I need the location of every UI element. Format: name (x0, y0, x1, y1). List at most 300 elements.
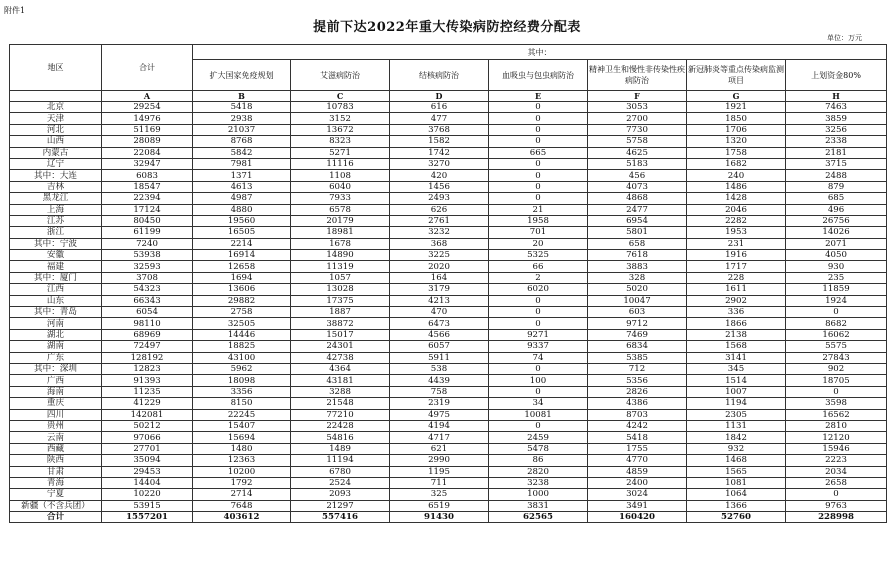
value-cell: 3491 (588, 500, 687, 511)
value-cell: 932 (687, 443, 786, 454)
region-cell: 福建 (10, 261, 102, 272)
value-cell: 0 (489, 113, 588, 124)
value-cell: 2714 (193, 489, 291, 500)
value-cell: 10081 (489, 409, 588, 420)
region-cell: 合计 (10, 512, 102, 523)
value-cell: 10047 (588, 295, 687, 306)
region-cell: 云南 (10, 432, 102, 443)
value-cell: 2319 (390, 398, 489, 409)
table-row (10, 477, 887, 488)
value-cell: 477 (390, 113, 489, 124)
value-cell: 62565 (489, 512, 588, 523)
value-cell: 4386 (588, 398, 687, 409)
value-cell: 3238 (489, 477, 588, 488)
column-letter: F (588, 91, 687, 102)
value-cell: 328 (588, 272, 687, 283)
value-cell: 72497 (102, 341, 193, 352)
region-cell: 西藏 (10, 443, 102, 454)
value-cell: 2820 (489, 466, 588, 477)
value-cell: 4439 (390, 375, 489, 386)
value-cell: 0 (489, 307, 588, 318)
value-cell: 5842 (193, 147, 291, 158)
value-cell: 3598 (786, 398, 887, 409)
value-cell: 32593 (102, 261, 193, 272)
region-cell: 天津 (10, 113, 102, 124)
value-cell: 1468 (687, 455, 786, 466)
table-row (10, 193, 887, 204)
value-cell: 1958 (489, 215, 588, 226)
value-cell: 2034 (786, 466, 887, 477)
value-cell: 22084 (102, 147, 193, 158)
value-cell: 53915 (102, 500, 193, 511)
value-cell: 1456 (390, 181, 489, 192)
value-cell: 5962 (193, 363, 291, 374)
value-cell: 336 (687, 307, 786, 318)
value-cell: 18547 (102, 181, 193, 192)
letter-blank (10, 91, 102, 102)
value-cell: 128192 (102, 352, 193, 363)
value-cell: 29882 (193, 295, 291, 306)
column-letter: E (489, 91, 588, 102)
value-cell: 3356 (193, 386, 291, 397)
value-cell: 164 (390, 272, 489, 283)
value-cell: 1850 (687, 113, 786, 124)
value-cell: 4242 (588, 420, 687, 431)
value-cell: 7618 (588, 250, 687, 261)
table-row (10, 466, 887, 477)
value-cell: 3256 (786, 124, 887, 135)
table-row (10, 227, 887, 238)
region-cell: 青海 (10, 477, 102, 488)
value-cell: 5418 (193, 102, 291, 113)
value-cell: 538 (390, 363, 489, 374)
value-cell: 0 (786, 489, 887, 500)
value-cell: 6834 (588, 341, 687, 352)
header-aids: 艾滋病防治 (291, 60, 390, 91)
value-cell: 34 (489, 398, 588, 409)
value-cell: 4770 (588, 455, 687, 466)
value-cell: 10220 (102, 489, 193, 500)
value-cell: 5020 (588, 284, 687, 295)
value-cell: 8682 (786, 318, 887, 329)
value-cell: 6578 (291, 204, 390, 215)
value-cell: 4364 (291, 363, 390, 374)
value-cell: 14976 (102, 113, 193, 124)
value-cell: 626 (390, 204, 489, 215)
value-cell: 0 (786, 307, 887, 318)
value-cell: 7981 (193, 158, 291, 169)
table-row (10, 158, 887, 169)
header-covid-monitoring: 新冠肺炎等重点传染病监测项目 (687, 60, 786, 91)
value-cell: 2488 (786, 170, 887, 181)
value-cell: 12658 (193, 261, 291, 272)
value-cell: 74 (489, 352, 588, 363)
value-cell: 240 (687, 170, 786, 181)
value-cell: 2020 (390, 261, 489, 272)
value-cell: 61199 (102, 227, 193, 238)
value-cell: 3024 (588, 489, 687, 500)
value-cell: 1489 (291, 443, 390, 454)
value-cell: 35094 (102, 455, 193, 466)
region-cell: 山东 (10, 295, 102, 306)
value-cell: 2761 (390, 215, 489, 226)
value-cell: 4073 (588, 181, 687, 192)
value-cell: 5911 (390, 352, 489, 363)
funding-table (9, 44, 887, 523)
value-cell: 325 (390, 489, 489, 500)
header-total: 合计 (102, 45, 193, 91)
table-row (10, 375, 887, 386)
value-cell: 1842 (687, 432, 786, 443)
header-immunization: 扩大国家免疫规划 (193, 60, 291, 91)
value-cell: 345 (687, 363, 786, 374)
value-cell: 5385 (588, 352, 687, 363)
value-cell: 18825 (193, 341, 291, 352)
value-cell: 19560 (193, 215, 291, 226)
value-cell: 21548 (291, 398, 390, 409)
value-cell: 0 (489, 158, 588, 169)
table-row (10, 489, 887, 500)
value-cell: 470 (390, 307, 489, 318)
header-schistosomiasis: 血吸虫与包虫病防治 (489, 60, 588, 91)
value-cell: 1792 (193, 477, 291, 488)
table-row (10, 261, 887, 272)
value-cell: 11235 (102, 386, 193, 397)
value-cell: 22428 (291, 420, 390, 431)
value-cell: 3225 (390, 250, 489, 261)
column-letter: B (193, 91, 291, 102)
value-cell: 5183 (588, 158, 687, 169)
value-cell: 5418 (588, 432, 687, 443)
value-cell: 1682 (687, 158, 786, 169)
value-cell: 456 (588, 170, 687, 181)
value-cell: 368 (390, 238, 489, 249)
region-cell: 北京 (10, 102, 102, 113)
table-row (10, 420, 887, 431)
value-cell: 3270 (390, 158, 489, 169)
value-cell: 231 (687, 238, 786, 249)
value-cell: 4859 (588, 466, 687, 477)
value-cell: 2477 (588, 204, 687, 215)
table-row (10, 295, 887, 306)
value-cell: 20179 (291, 215, 390, 226)
value-cell: 0 (489, 170, 588, 181)
value-cell: 20 (489, 238, 588, 249)
value-cell: 11194 (291, 455, 390, 466)
value-cell: 6020 (489, 284, 588, 295)
value-cell: 32947 (102, 158, 193, 169)
value-cell: 98110 (102, 318, 193, 329)
value-cell: 3141 (687, 352, 786, 363)
table-row (10, 307, 887, 318)
value-cell: 5478 (489, 443, 588, 454)
value-cell: 930 (786, 261, 887, 272)
value-cell: 1480 (193, 443, 291, 454)
value-cell: 3831 (489, 500, 588, 511)
value-cell: 3053 (588, 102, 687, 113)
value-cell: 8323 (291, 136, 390, 147)
region-cell: 其中：深圳 (10, 363, 102, 374)
value-cell: 4880 (193, 204, 291, 215)
value-cell: 3152 (291, 113, 390, 124)
value-cell: 7648 (193, 500, 291, 511)
value-cell: 3179 (390, 284, 489, 295)
value-cell: 91430 (390, 512, 489, 523)
value-cell: 6040 (291, 181, 390, 192)
value-cell: 0 (489, 363, 588, 374)
value-cell: 2 (489, 272, 588, 283)
value-cell: 16505 (193, 227, 291, 238)
value-cell: 9763 (786, 500, 887, 511)
value-cell: 1108 (291, 170, 390, 181)
region-cell: 甘肃 (10, 466, 102, 477)
column-letter: H (786, 91, 887, 102)
value-cell: 12120 (786, 432, 887, 443)
value-cell: 2282 (687, 215, 786, 226)
header-region: 地区 (10, 45, 102, 91)
value-cell: 14026 (786, 227, 887, 238)
value-cell: 0 (489, 136, 588, 147)
table-row (10, 124, 887, 135)
value-cell: 12823 (102, 363, 193, 374)
value-cell: 3859 (786, 113, 887, 124)
region-cell: 安徽 (10, 250, 102, 261)
value-cell: 10200 (193, 466, 291, 477)
value-cell: 2826 (588, 386, 687, 397)
value-cell: 879 (786, 181, 887, 192)
value-cell: 11859 (786, 284, 887, 295)
value-cell: 2810 (786, 420, 887, 431)
value-cell: 616 (390, 102, 489, 113)
table-row (10, 341, 887, 352)
value-cell: 6519 (390, 500, 489, 511)
value-cell: 1758 (687, 147, 786, 158)
region-cell: 宁夏 (10, 489, 102, 500)
value-cell: 97066 (102, 432, 193, 443)
value-cell: 2181 (786, 147, 887, 158)
value-cell: 4566 (390, 329, 489, 340)
value-cell: 16914 (193, 250, 291, 261)
value-cell: 1678 (291, 238, 390, 249)
value-cell: 2305 (687, 409, 786, 420)
value-cell: 0 (489, 318, 588, 329)
value-cell: 2493 (390, 193, 489, 204)
value-cell: 1568 (687, 341, 786, 352)
value-cell: 3715 (786, 158, 887, 169)
table-row (10, 443, 887, 454)
annex-label: 附件1 (4, 6, 26, 15)
region-cell: 重庆 (10, 398, 102, 409)
value-cell: 1131 (687, 420, 786, 431)
value-cell: 11116 (291, 158, 390, 169)
value-cell: 235 (786, 272, 887, 283)
header-upward-funds: 上划资金80% (786, 60, 887, 91)
value-cell: 32505 (193, 318, 291, 329)
value-cell: 5325 (489, 250, 588, 261)
table-row (10, 250, 887, 261)
column-letter: A (102, 91, 193, 102)
table-row (10, 432, 887, 443)
value-cell: 1320 (687, 136, 786, 147)
value-cell: 100 (489, 375, 588, 386)
value-cell: 9712 (588, 318, 687, 329)
value-cell: 80450 (102, 215, 193, 226)
value-cell: 2902 (687, 295, 786, 306)
value-cell: 0 (489, 124, 588, 135)
region-cell: 四川 (10, 409, 102, 420)
region-cell: 江苏 (10, 215, 102, 226)
value-cell: 496 (786, 204, 887, 215)
value-cell: 2214 (193, 238, 291, 249)
value-cell: 6054 (102, 307, 193, 318)
header-tuberculosis: 结核病防治 (390, 60, 489, 91)
value-cell: 1717 (687, 261, 786, 272)
value-cell: 7730 (588, 124, 687, 135)
region-cell: 其中：宁波 (10, 238, 102, 249)
table-row (10, 352, 887, 363)
region-cell: 新疆（不含兵团） (10, 500, 102, 511)
value-cell: 228 (687, 272, 786, 283)
value-cell: 9271 (489, 329, 588, 340)
value-cell: 50212 (102, 420, 193, 431)
region-cell: 广西 (10, 375, 102, 386)
value-cell: 902 (786, 363, 887, 374)
value-cell: 8703 (588, 409, 687, 420)
value-cell: 1081 (687, 477, 786, 488)
value-cell: 77210 (291, 409, 390, 420)
value-cell: 5575 (786, 341, 887, 352)
value-cell: 2093 (291, 489, 390, 500)
page-title: 提前下达2022年重大传染病防控经费分配表 (313, 20, 581, 35)
region-cell: 河北 (10, 124, 102, 135)
region-cell: 浙江 (10, 227, 102, 238)
value-cell: 21037 (193, 124, 291, 135)
region-cell: 内蒙古 (10, 147, 102, 158)
value-cell: 2138 (687, 329, 786, 340)
value-cell: 22394 (102, 193, 193, 204)
value-cell: 8150 (193, 398, 291, 409)
region-cell: 贵州 (10, 420, 102, 431)
value-cell: 0 (489, 102, 588, 113)
region-cell: 吉林 (10, 181, 102, 192)
value-cell: 27701 (102, 443, 193, 454)
value-cell: 17375 (291, 295, 390, 306)
value-cell: 2459 (489, 432, 588, 443)
table-row (10, 455, 887, 466)
value-cell: 557416 (291, 512, 390, 523)
value-cell: 4194 (390, 420, 489, 431)
total-row (10, 512, 887, 523)
value-cell: 403612 (193, 512, 291, 523)
value-cell: 13028 (291, 284, 390, 295)
value-cell: 1742 (390, 147, 489, 158)
table-row (10, 318, 887, 329)
value-cell: 685 (786, 193, 887, 204)
value-cell: 16562 (786, 409, 887, 420)
value-cell: 7933 (291, 193, 390, 204)
value-cell: 1194 (687, 398, 786, 409)
value-cell: 1195 (390, 466, 489, 477)
value-cell: 7463 (786, 102, 887, 113)
value-cell: 0 (489, 193, 588, 204)
value-cell: 1706 (687, 124, 786, 135)
value-cell: 0 (489, 420, 588, 431)
region-cell: 陕西 (10, 455, 102, 466)
value-cell: 1924 (786, 295, 887, 306)
value-cell: 53938 (102, 250, 193, 261)
value-cell: 1953 (687, 227, 786, 238)
value-cell: 1887 (291, 307, 390, 318)
value-cell: 420 (390, 170, 489, 181)
value-cell: 1000 (489, 489, 588, 500)
table-row (10, 398, 887, 409)
value-cell: 15017 (291, 329, 390, 340)
value-cell: 4050 (786, 250, 887, 261)
value-cell: 43181 (291, 375, 390, 386)
table-body (10, 102, 887, 523)
value-cell: 1582 (390, 136, 489, 147)
value-cell: 66 (489, 261, 588, 272)
value-cell: 6473 (390, 318, 489, 329)
value-cell: 52760 (687, 512, 786, 523)
value-cell: 1921 (687, 102, 786, 113)
value-cell: 29254 (102, 102, 193, 113)
table-row (10, 215, 887, 226)
value-cell: 1064 (687, 489, 786, 500)
value-cell: 26756 (786, 215, 887, 226)
value-cell: 22245 (193, 409, 291, 420)
value-cell: 4717 (390, 432, 489, 443)
value-cell: 1366 (687, 500, 786, 511)
table-row (10, 386, 887, 397)
value-cell: 228998 (786, 512, 887, 523)
value-cell: 2338 (786, 136, 887, 147)
value-cell: 1565 (687, 466, 786, 477)
value-cell: 2524 (291, 477, 390, 488)
value-cell: 711 (390, 477, 489, 488)
value-cell: 1557201 (102, 512, 193, 523)
region-cell: 湖北 (10, 329, 102, 340)
value-cell: 1057 (291, 272, 390, 283)
value-cell: 66343 (102, 295, 193, 306)
value-cell: 16062 (786, 329, 887, 340)
value-cell: 15407 (193, 420, 291, 431)
value-cell: 14446 (193, 329, 291, 340)
region-cell: 辽宁 (10, 158, 102, 169)
value-cell: 0 (489, 181, 588, 192)
value-cell: 1428 (687, 193, 786, 204)
value-cell: 1007 (687, 386, 786, 397)
table-row (10, 272, 887, 283)
region-cell: 广东 (10, 352, 102, 363)
value-cell: 665 (489, 147, 588, 158)
value-cell: 5271 (291, 147, 390, 158)
region-cell: 海南 (10, 386, 102, 397)
value-cell: 7469 (588, 329, 687, 340)
value-cell: 3232 (390, 227, 489, 238)
value-cell: 5801 (588, 227, 687, 238)
value-cell: 10783 (291, 102, 390, 113)
table-row (10, 170, 887, 181)
value-cell: 38872 (291, 318, 390, 329)
value-cell: 4987 (193, 193, 291, 204)
value-cell: 2990 (390, 455, 489, 466)
value-cell: 2071 (786, 238, 887, 249)
value-cell: 1916 (687, 250, 786, 261)
table-row (10, 204, 887, 215)
value-cell: 4213 (390, 295, 489, 306)
region-cell: 上海 (10, 204, 102, 215)
